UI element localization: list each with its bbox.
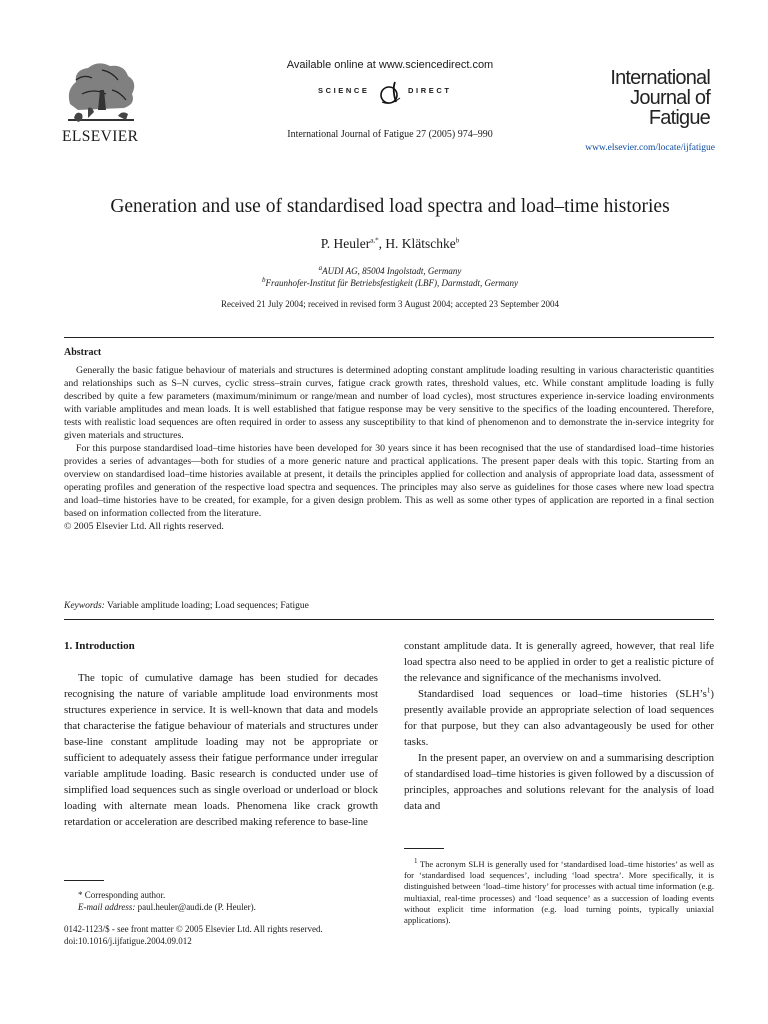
divider-keywords bbox=[64, 619, 714, 620]
publisher-name: ELSEVIER bbox=[62, 128, 139, 145]
author2-affil-sup: b bbox=[455, 236, 460, 245]
author-list bbox=[40, 236, 740, 252]
corresponding-author-note bbox=[64, 889, 378, 913]
journal-logo-line2: Journal of bbox=[630, 87, 710, 109]
corresponding-label: * Corresponding author. bbox=[78, 890, 166, 900]
journal-url-link[interactable]: www.elsevier.com/locate/ijfatigue bbox=[585, 143, 715, 153]
sciencedirect-left-word: SCIENCE bbox=[318, 86, 370, 95]
article-title: Generation and use of standardised load spectra and load–time histories bbox=[110, 196, 670, 217]
left-column bbox=[64, 638, 378, 830]
available-online-link[interactable]: Available online at www.sciencedirect.com bbox=[286, 59, 494, 71]
received-dates: Received 21 July 2004; received in revised form 3 August 2004; accepted 23 September 2004 bbox=[221, 299, 559, 309]
intro-paragraph-1-cont: constant amplitude data. It is generally agreed, however, that real life load spectra also need to be applied in order to get a realistic picture of the relevance and significance of the mechanisms involved. bbox=[404, 640, 714, 684]
journal-logo-line1: International bbox=[610, 67, 710, 89]
abstract-body bbox=[64, 364, 714, 533]
abstract-paragraph-2: For this purpose standardised load–time histories have been developed for 30 years since it has been recognised that the use of standardised load–time histories provides a series of advantages—both for studies of a more generic nature and practical applications. The present paper deals with this topic. Starting from an overview on standardised load–time histories available at present, it details the principles applied for collection and analysis of appropriate load data, assessment of operating profiles and generation of the respective load spectra and sequences. The principles may also serve as guidelines for those cases where new load spectra and load–time histories have to be created, for example, for a given design problem. This as well as some other types of application are reported in a final section based on information collected from the literature. bbox=[64, 443, 714, 519]
keywords-label: Keywords: bbox=[64, 601, 105, 611]
affiliation-b: $^b$Fraunhofer-Institut für Betriebsfestigkeit (LBF), Darmstadt, Germany bbox=[261, 276, 519, 288]
front-matter bbox=[64, 923, 378, 947]
section-heading-introduction: 1. Introduction bbox=[64, 640, 135, 652]
footnote-1-text: The acronym SLH is generally used for ‘standardised load–time histories’ as well as for ‘standardised load sequences’, including ‘load spectra’. More specifically, it is distinguished between ‘load–time history’ for processes with actual time information (e.g. multiaxial, real-time processes) and ‘load sequence’ as a succession of loading events without explicit time information (e.g. load turning points, typically uniaxial applications). bbox=[404, 859, 714, 926]
intro-paragraph-3: In the present paper, an overview on and a summarising description of standardised load–time histories is given followed by a discussion of principles, approaches and solutions relevant for the analysis of load data and bbox=[404, 752, 714, 812]
sciencedirect-d-icon bbox=[376, 80, 404, 106]
journal-logo-line3: Fatigue bbox=[648, 107, 710, 129]
sciencedirect-logo[interactable] bbox=[318, 80, 468, 106]
corresponding-star[interactable]: * bbox=[375, 236, 379, 245]
divider-top bbox=[64, 337, 714, 338]
abstract-heading: Abstract bbox=[64, 347, 102, 358]
doi-link[interactable]: doi:10.1016/j.ijfatigue.2004.09.012 bbox=[64, 936, 192, 946]
right-column bbox=[404, 638, 714, 814]
journal-citation: International Journal of Fatigue 27 (2005) 974–990 bbox=[287, 129, 493, 140]
abstract-copyright: © 2005 Elsevier Ltd. All rights reserved. bbox=[64, 521, 224, 532]
keywords-list: Variable amplitude loading; Load sequences; Fatigue bbox=[107, 601, 309, 611]
affiliations bbox=[40, 265, 740, 289]
keywords bbox=[64, 601, 309, 611]
footnote-divider-left bbox=[64, 880, 104, 881]
author1-affil-sup: a, bbox=[370, 236, 376, 245]
footnote-1-marker: 1 bbox=[414, 857, 418, 866]
affiliation-a: $^a$AUDI AG, 85004 Ingolstadt, Germany bbox=[318, 264, 462, 276]
footnote-divider-right bbox=[404, 848, 444, 849]
sciencedirect-right-word: DIRECT bbox=[408, 86, 452, 95]
intro-paragraph-1: The topic of cumulative damage has been studied for decades recognising the nature of variable amplitude load environments most structures experience in service. It is well-known that data and models that characterise the fatigue behaviour of materials and structures under base-line constant amplitude loading may not be appropriate or sufficient to adequately assess their fatigue performance under irregular variable amplitude loading. Basic research is conducted under use of simplified load sequences such as single overload or underload or block loading with alternate mean loads. Phenomena like crack growth retardation or acceleration are described making reference to base-line bbox=[64, 672, 378, 828]
author-separator: , bbox=[378, 236, 386, 251]
author-heuler[interactable]: P. Heuler bbox=[320, 236, 371, 251]
abstract-paragraph-1: Generally the basic fatigue behaviour of materials and structures is determined adopting constant amplitude loading resulting in various characteristic quantities and relationships such as S–N curves, cyclic stress–strain curves, fatigue crack growth rates, threshold values, etc. While constant amplitude loading is fully described by quite a few parameters (maximum/minimum or range/mean and number of load cycles), most structures experience in-service loading environments with variable amplitudes and mean loads. It is well established that fatigue response may be very sensitive to the specifics of the loading encountered. Therefore, tests with realistic load sequences are often required in order to assess any susceptibility to that kind of phenomenon and to demonstrate the in-service integrity for given materials and structures. bbox=[64, 365, 714, 441]
footnote-ref-1[interactable]: 1 bbox=[706, 686, 711, 695]
email-link[interactable]: paul.heuler@audi.de (P. Heuler). bbox=[137, 902, 256, 912]
issn-line: 0142-1123/$ - see front matter © 2005 Elsevier Ltd. All rights reserved. bbox=[64, 924, 323, 934]
journal-logo bbox=[590, 68, 710, 128]
intro-paragraph-2: Standardised load sequences or load–time histories $(SLH’s^1)$ presently available provide an appropriate selection of load sequences for that purpose, but they can also advantageously be used for other tasks. bbox=[404, 686, 714, 748]
author-klatschke[interactable]: H. Klätschke bbox=[385, 236, 456, 251]
footnote-1 bbox=[404, 859, 714, 926]
email-line: E-mail address: paul.heuler@audi.de (P. Heuler). bbox=[78, 902, 256, 912]
